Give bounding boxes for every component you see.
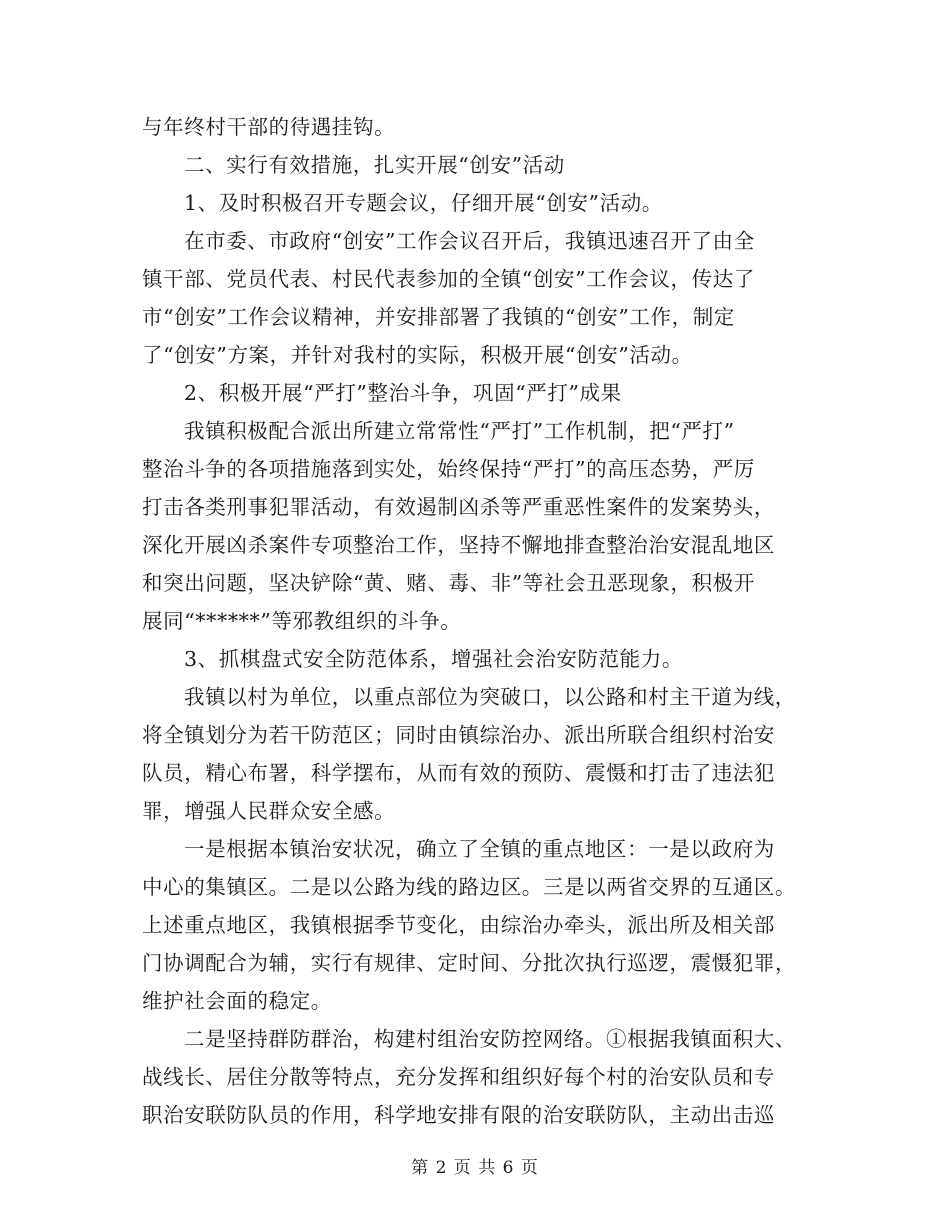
text-line: 职治安联防队员的作用，科学地安排有限的治安联防队，主动出击巡 bbox=[142, 1103, 775, 1127]
text-line: 展同“******”等邪教组织的斗争。 bbox=[142, 609, 462, 633]
text-line: 了“创安”方案，并针对我村的实际，积极开展“创安”活动。 bbox=[142, 343, 693, 367]
section-heading: 二、实行有效措施，扎实开展“创安”活动 bbox=[184, 153, 565, 177]
text-line: 上述重点地区，我镇根据季节变化，由综治办牵头，派出所及相关部 bbox=[142, 913, 775, 937]
text-line: 市“创安”工作会议精神，并安排部署了我镇的“创安”工作，制定 bbox=[142, 305, 735, 329]
subsection-heading: 1、及时积极召开专题会议，仔细开展“创安”活动。 bbox=[184, 191, 663, 215]
text-line: 队员，精心布署，科学摆布，从而有效的预防、震慑和打击了违法犯 bbox=[142, 761, 775, 785]
text-line: 维护社会面的稳定。 bbox=[142, 989, 332, 1013]
text-line: 我镇积极配合派出所建立常常性“严打”工作机制，把“严打” bbox=[184, 419, 735, 443]
text-line: 和突出问题，坚决铲除“黄、赌、毒、非”等社会丑恶现象，积极开 bbox=[142, 571, 755, 595]
text-line: 镇干部、党员代表、村民代表参加的全镇“创安”工作会议，传达了 bbox=[142, 267, 755, 291]
text-line: 门协调配合为辅，实行有规律、定时间、分批次执行巡逻，震慑犯罪， bbox=[142, 951, 797, 975]
text-line: 二是坚持群防群治，构建村组治安防控网络。①根据我镇面积大、 bbox=[184, 1027, 796, 1051]
text-line: 中心的集镇区。二是以公路为线的路边区。三是以两省交界的互通区。 bbox=[142, 875, 797, 899]
text-line: 我镇以村为单位，以重点部位为突破口，以公路和村主干道为线， bbox=[184, 685, 796, 709]
text-line: 打击各类刑事犯罪活动，有效遏制凶杀等严重恶性案件的发案势头， bbox=[142, 495, 775, 519]
text-line: 与年终村干部的待遇挂钩。 bbox=[142, 115, 396, 139]
subsection-heading: 2、积极开展“严打”整治斗争，巩固“严打”成果 bbox=[184, 381, 622, 405]
page-number-footer: 第 2 页 共 6 页 bbox=[411, 1158, 539, 1178]
text-line: 战线长、居住分散等特点，充分发挥和组织好每个村的治安队员和专 bbox=[142, 1065, 775, 1089]
text-line: 深化开展凶杀案件专项整治工作，坚持不懈地排查整治治安混乱地区 bbox=[142, 533, 775, 557]
text-line: 罪，增强人民群众安全感。 bbox=[142, 799, 396, 823]
subsection-heading: 3、抓棋盘式安全防范体系，增强社会治安防范能力。 bbox=[184, 647, 683, 671]
document-body bbox=[142, 108, 810, 1134]
text-line: 整治斗争的各项措施落到实处，始终保持“严打”的高压态势，严厉 bbox=[142, 457, 755, 481]
text-line: 一是根据本镇治安状况，确立了全镇的重点地区：一是以政府为 bbox=[184, 837, 775, 861]
text-line: 将全镇划分为若干防范区；同时由镇综治办、派出所联合组织村治安 bbox=[142, 723, 775, 747]
text-line: 在市委、市政府“创安”工作会议召开后，我镇迅速召开了由全 bbox=[184, 229, 755, 253]
